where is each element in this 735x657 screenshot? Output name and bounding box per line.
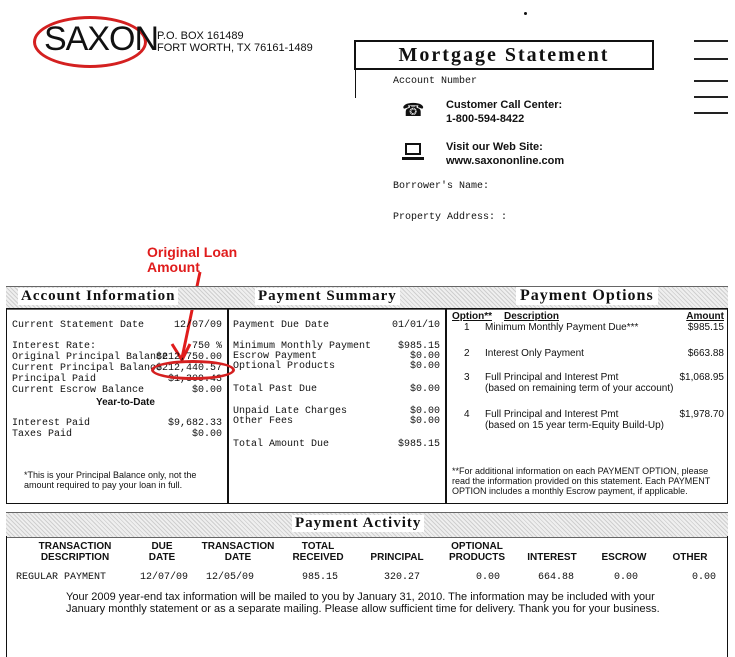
escrow-payment: $0.00: [409, 351, 440, 362]
cell-other: 0.00: [691, 572, 716, 583]
account-info-title: Account Information: [18, 288, 178, 305]
form-dash: [694, 58, 728, 60]
payment-activity-title: Payment Activity: [292, 515, 424, 532]
due-date: 01/01/10: [391, 320, 440, 331]
option-desc-detail: (based on 15 year term-Equity Build-Up): [485, 420, 664, 431]
form-dash: [694, 40, 728, 42]
option-desc: Minimum Monthly Payment Due***: [485, 322, 639, 333]
amount-col-header: Amount: [686, 311, 724, 322]
orig-balance: $212,750.00: [155, 352, 222, 363]
option-desc: Interest Only Payment: [485, 348, 584, 359]
year-end-message: Your 2009 year-end tax information will be mailed to you by January 31, 2010. The information may be included with your January monthly statement or as a separate mailing. Please allow sufficient time for delivery. Thank you for your business.: [66, 591, 660, 615]
option-amount: $663.88: [687, 348, 724, 359]
option-num: 3: [464, 372, 470, 383]
interest-paid: $9,682.33: [167, 418, 222, 429]
cell-escrow: 0.00: [613, 572, 638, 583]
annotation-line1: Original Loan: [147, 244, 238, 260]
col-transaction-description: TRANSACTION DESCRIPTION: [38, 541, 112, 563]
escrow-balance-label: Current Escrow Balance: [12, 385, 145, 396]
taxes-paid-label: Taxes Paid: [12, 429, 73, 440]
payment-options-note: **For additional information on each PAYMENT OPTION, please read the information provided on this statement. Each PAYMENT OPTION includes a monthly Escrow payment, if applicable.: [452, 466, 711, 496]
website-label: Visit our Web Site:: [446, 141, 543, 153]
website: [446, 140, 564, 168]
option-amount: $1,068.95: [679, 372, 724, 383]
cell-total-received: 985.15: [301, 572, 338, 583]
address-line1: P.O. BOX 161489: [157, 30, 244, 42]
form-dash: [694, 112, 728, 114]
optional-products-label: Optional Products: [233, 361, 336, 372]
option-desc: Full Principal and Interest Pmt: [485, 409, 619, 420]
cell-description: REGULAR PAYMENT: [16, 572, 107, 583]
divider-line: [355, 70, 356, 98]
borrower-label: Borrower's Name:: [393, 181, 490, 192]
current-balance-label: Current Principal Balance: [12, 363, 163, 374]
total-due: $985.15: [397, 439, 440, 450]
statement-title: Mortgage Statement: [354, 40, 654, 70]
description-col-header: Description: [504, 311, 560, 322]
call-center: [446, 98, 562, 126]
statement-date-label: Current Statement Date: [12, 320, 145, 331]
phone-icon: ☎: [402, 100, 425, 120]
optional-products: $0.00: [409, 361, 440, 372]
option-amount: $985.15: [687, 322, 724, 333]
saxon-logo: SAXON: [44, 20, 159, 58]
ytd-label: Year-to-Date: [96, 397, 155, 408]
address-line2: FORT WORTH, TX 76161-1489: [157, 42, 313, 54]
cell-transaction-date: 12/05/09: [206, 572, 255, 583]
option-num: 4: [464, 409, 470, 420]
col-principal: PRINCIPAL: [370, 552, 424, 563]
call-center-phone: 1-800-594-8422: [446, 113, 525, 125]
interest-rate: 750 %: [191, 341, 222, 352]
col-other: OTHER: [672, 552, 708, 563]
escrow-payment-label: Escrow Payment: [233, 351, 318, 362]
col-transaction-date: TRANSACTION DATE: [201, 541, 275, 563]
payment-summary-title: Payment Summary: [255, 288, 400, 305]
cell-optional-products: 0.00: [475, 572, 500, 583]
col-optional-products: OPTIONAL PRODUCTS: [448, 541, 506, 563]
option-desc: Full Principal and Interest Pmt: [485, 372, 619, 383]
website-url[interactable]: www.saxononline.com: [446, 155, 565, 167]
computer-icon: [405, 143, 421, 155]
min-payment-label: Minimum Monthly Payment: [233, 341, 372, 352]
past-due-label: Total Past Due: [233, 384, 318, 395]
speck: [524, 12, 527, 15]
min-payment: $985.15: [397, 341, 440, 352]
col-total-received: TOTAL RECEIVED: [292, 541, 344, 563]
cell-interest: 664.88: [537, 572, 574, 583]
computer-base-icon: [402, 157, 424, 160]
total-due-label: Total Amount Due: [233, 439, 330, 450]
col-due-date: DUE DATE: [148, 541, 176, 563]
account-number-label: Account Number: [393, 76, 478, 87]
current-balance-highlight: [151, 360, 235, 380]
past-due: $0.00: [409, 384, 440, 395]
col-interest: INTEREST: [527, 552, 577, 563]
option-num: 2: [464, 348, 470, 359]
return-address: [157, 30, 313, 54]
property-label: Property Address: :: [393, 212, 508, 223]
call-center-label: Customer Call Center:: [446, 99, 563, 111]
option-amount: $1,978.70: [679, 409, 724, 420]
other-fees: $0.00: [409, 416, 440, 427]
statement-date: 12/07/09: [173, 320, 222, 331]
annotation-line2: Amount: [147, 259, 200, 275]
payment-options-title: Payment Options: [516, 287, 658, 305]
interest-rate-label: Interest Rate:: [12, 341, 97, 352]
cell-principal: 320.27: [383, 572, 420, 583]
current-balance: $212,440.57: [155, 363, 222, 374]
late-charges-label: Unpaid Late Charges: [233, 406, 348, 417]
col-escrow: ESCROW: [601, 552, 647, 563]
principal-paid: $1,309.43: [167, 374, 222, 385]
form-dash: [694, 80, 728, 82]
option-desc-detail: (based on remaining term of your account): [485, 383, 674, 394]
form-dash: [694, 96, 728, 98]
escrow-balance: $0.00: [191, 385, 222, 396]
orig-balance-label: Original Principal Balance: [12, 352, 169, 363]
account-info-note: *This is your Principal Balance only, not the amount required to pay your loan in full.: [24, 470, 197, 490]
option-col-header: Option**: [452, 311, 492, 322]
principal-paid-label: Principal Paid: [12, 374, 97, 385]
late-charges: $0.00: [409, 406, 440, 417]
due-date-label: Payment Due Date: [233, 320, 330, 331]
taxes-paid: $0.00: [191, 429, 222, 440]
other-fees-label: Other Fees: [233, 416, 294, 427]
interest-paid-label: Interest Paid: [12, 418, 91, 429]
option-num: 1: [464, 322, 470, 333]
cell-due-date: 12/07/09: [140, 572, 189, 583]
